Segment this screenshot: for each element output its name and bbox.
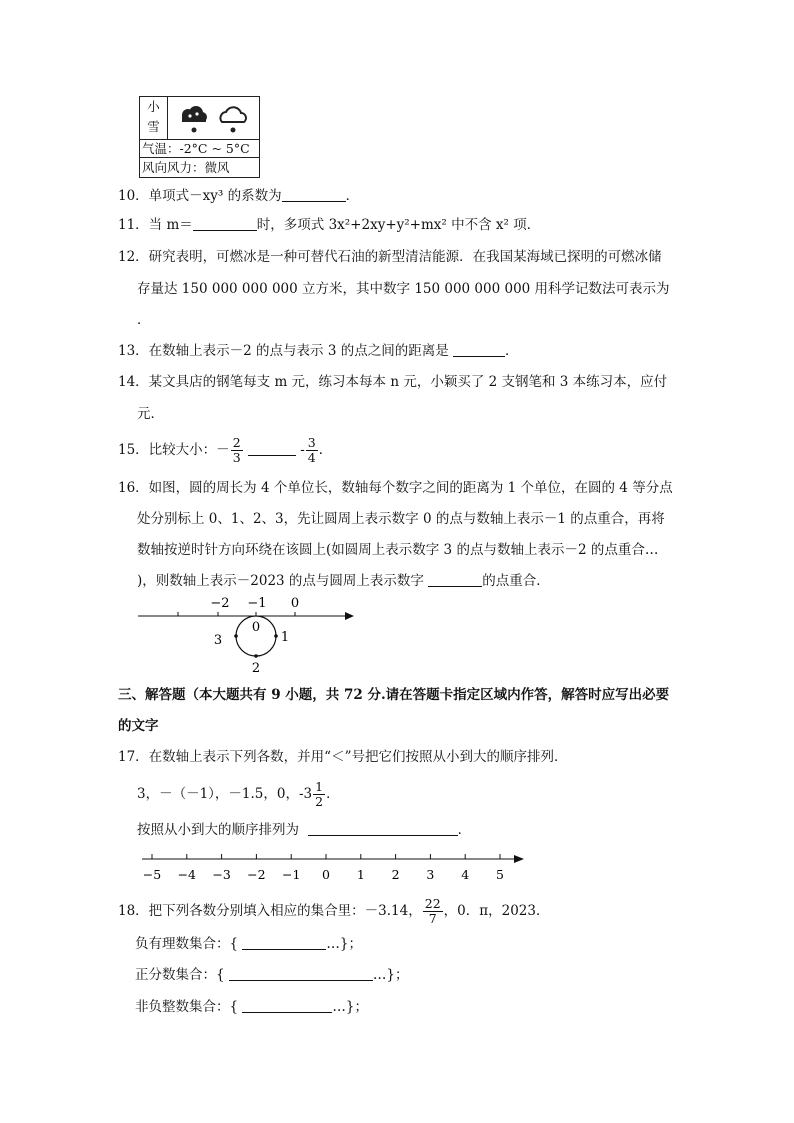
q15-f2-denominator: 4 <box>307 450 316 465</box>
section-3-heading-line2: 的文字 <box>118 718 159 734</box>
q17-order-answer-blank[interactable] <box>308 821 458 836</box>
q16-axis-label: −2 <box>210 596 230 611</box>
q16-line4-text: )，则数轴上表示－2023 的点与圆周上表示数字 <box>137 573 424 589</box>
q18-set3-label: 非负整数集合：{ <box>135 999 239 1015</box>
q17-tick-label: −4 <box>177 867 197 882</box>
q16-line4-end: 的点重合． <box>482 573 550 589</box>
weather-label-line1: 小 <box>147 99 160 114</box>
q15-minus: - <box>300 442 305 458</box>
q15-f1-denominator: 3 <box>232 450 241 465</box>
weather-box <box>139 96 260 178</box>
weather-label-line2: 雪 <box>147 119 160 134</box>
q11-text: 11．当 m＝ <box>118 217 193 233</box>
q17-number-line[interactable] <box>136 849 528 885</box>
question-10 <box>118 187 359 205</box>
q13-end: ． <box>505 343 519 359</box>
question-18 <box>118 895 549 927</box>
q16-answer-blank[interactable] <box>428 572 482 587</box>
q16-axis-label: −1 <box>247 596 267 611</box>
q15-text: 15．比较大小：－ <box>118 442 230 458</box>
q17-tick-label: −5 <box>142 867 162 882</box>
q18-set2-end: …}； <box>372 967 409 983</box>
q10-text: 10．单项式－xy³ 的系数为 <box>118 188 282 204</box>
q17-fraction <box>313 780 325 809</box>
question-16-line2: 处分别标上 0、1、2、3，先让圆周上表示数字 0 的点与数轴上表示－1 的点重合，再将 <box>137 511 665 527</box>
q17-ticks <box>143 854 504 882</box>
q18-end: ，0．π，2023． <box>443 903 550 919</box>
q17-tick-label: 2 <box>391 867 400 882</box>
weather-wind: 风向风力：微风 <box>142 160 230 175</box>
q17-tick-label: 4 <box>461 867 470 882</box>
q16-circle-label-left: 3 <box>213 633 223 648</box>
question-15 <box>118 434 332 466</box>
q17-tick-label: 5 <box>496 867 504 882</box>
q15-answer-blank[interactable] <box>248 441 296 456</box>
q18-set1-answer-blank[interactable] <box>242 935 326 950</box>
weather-top-row <box>140 97 259 140</box>
question-12-line2: 存量达 150 000 000 000 立方米，其中数字 150 000 000 000 用科学记数法可表示为 <box>137 281 670 297</box>
q17-tick-label: −2 <box>247 867 266 882</box>
question-17-numbers <box>137 778 340 810</box>
q17-tick-label: 0 <box>322 867 330 882</box>
q16-circle-label-top: 0 <box>251 620 261 635</box>
q16-point-3 <box>234 634 238 638</box>
snow-cloud-dark-icon <box>182 106 207 133</box>
q18-set-positive-fraction <box>135 966 408 984</box>
q18-set-negative-rational <box>135 935 362 953</box>
q17-order-end: ． <box>457 822 472 838</box>
q18-set3-end: …}； <box>332 999 368 1015</box>
question-11 <box>118 216 540 234</box>
q16-axis-arrow-icon <box>345 612 354 620</box>
q17-frac-numerator: 1 <box>315 779 324 794</box>
snow-cloud-icon <box>176 103 256 135</box>
weather-temperature: 气温：-2°C ~ 5°C <box>140 140 259 158</box>
q18-set3-answer-blank[interactable] <box>242 998 332 1013</box>
q17-tick-label: −1 <box>281 867 301 882</box>
q18-set1-label: 负有理数集合：{ <box>135 936 239 952</box>
q16-circle-label-right: 1 <box>280 630 290 645</box>
q17-tick-label: 1 <box>356 867 365 882</box>
question-17-order <box>137 821 471 839</box>
q18-text: 18．把下列各数分别填入相应的集合里：－3.14， <box>118 903 422 919</box>
q17-numbers-end: ． <box>326 786 340 802</box>
q17-tick-label: −3 <box>212 867 231 882</box>
q15-fraction-1 <box>231 436 243 465</box>
q15-fraction-2 <box>306 436 318 465</box>
q10-end: ． <box>345 188 360 204</box>
question-16-line3: 数轴按逆时针方向环绕在该圆上(如圆周上表示数字 3 的点与数轴上表示－2 的点重合… <box>137 542 659 558</box>
question-13 <box>118 342 519 360</box>
q16-axis-label: 0 <box>290 596 300 611</box>
q17-tick-label: 3 <box>426 867 435 882</box>
q16-circle-label-bottom: 2 <box>251 661 261 674</box>
question-17-line1: 17．在数轴上表示下列各数，并用“＜”号把它们按照从小到大的顺序排列． <box>118 749 568 765</box>
q18-set2-answer-blank[interactable] <box>229 966 373 981</box>
snow-cloud-outline-icon <box>220 107 246 132</box>
q16-point-2 <box>254 654 258 658</box>
q17-frac-denominator: 2 <box>315 794 324 809</box>
q18-frac-denominator: 7 <box>428 911 437 926</box>
q17-axis-arrow-icon <box>514 855 524 863</box>
q15-f1-numerator: 2 <box>232 435 241 450</box>
q15-f2-numerator: 3 <box>307 435 316 450</box>
q17-number-list: 3，－（－1），－1.5，0，-3 <box>137 786 313 802</box>
weather-label <box>140 97 168 139</box>
q17-order-prompt: 按照从小到大的顺序排列为 <box>137 822 299 838</box>
question-12-line1: 12．研究表明，可燃冰是一种可替代石油的新型清洁能源．在我国某海域已探明的可燃冰储 <box>118 249 662 265</box>
section-3-heading-line1: 三、解答题（本大题共有 9 小题，共 72 分.请在答题卡指定区域内作答，解答时应写出必要 <box>118 687 670 703</box>
q16-point-1 <box>274 634 278 638</box>
q15-end: ． <box>318 442 333 458</box>
question-16-line4 <box>137 572 550 590</box>
question-14-line2: 元． <box>137 406 164 422</box>
q10-answer-blank[interactable] <box>282 187 346 202</box>
question-14-line1: 14．某文具店的钢笔每支 m 元，练习本每本 n 元，小颖买了 2 支钢笔和 3 本练习本，应付 <box>118 374 668 390</box>
q13-answer-blank[interactable] <box>453 342 505 357</box>
q16-circle-number-line-figure <box>130 592 370 674</box>
q18-set1-end: …}； <box>326 936 362 952</box>
q18-set2-label: 正分数集合：{ <box>135 967 225 983</box>
q11-end: 时，多项式 3x²+2xy+y²+mx² 中不含 x² 项． <box>256 217 541 233</box>
q18-set-nonnegative-integer <box>135 998 368 1016</box>
q11-answer-blank[interactable] <box>193 216 257 231</box>
q13-text: 13．在数轴上表示－2 的点与表示 3 的点之间的距离是 <box>118 343 449 359</box>
q18-fraction <box>423 897 443 926</box>
question-12-line3: ． <box>137 312 151 328</box>
question-16-line1: 16．如图，圆的周长为 4 个单位长，数轴每个数字之间的距离为 1 个单位，在圆的 4 等分点 <box>118 480 673 496</box>
q18-frac-numerator: 22 <box>424 896 441 911</box>
